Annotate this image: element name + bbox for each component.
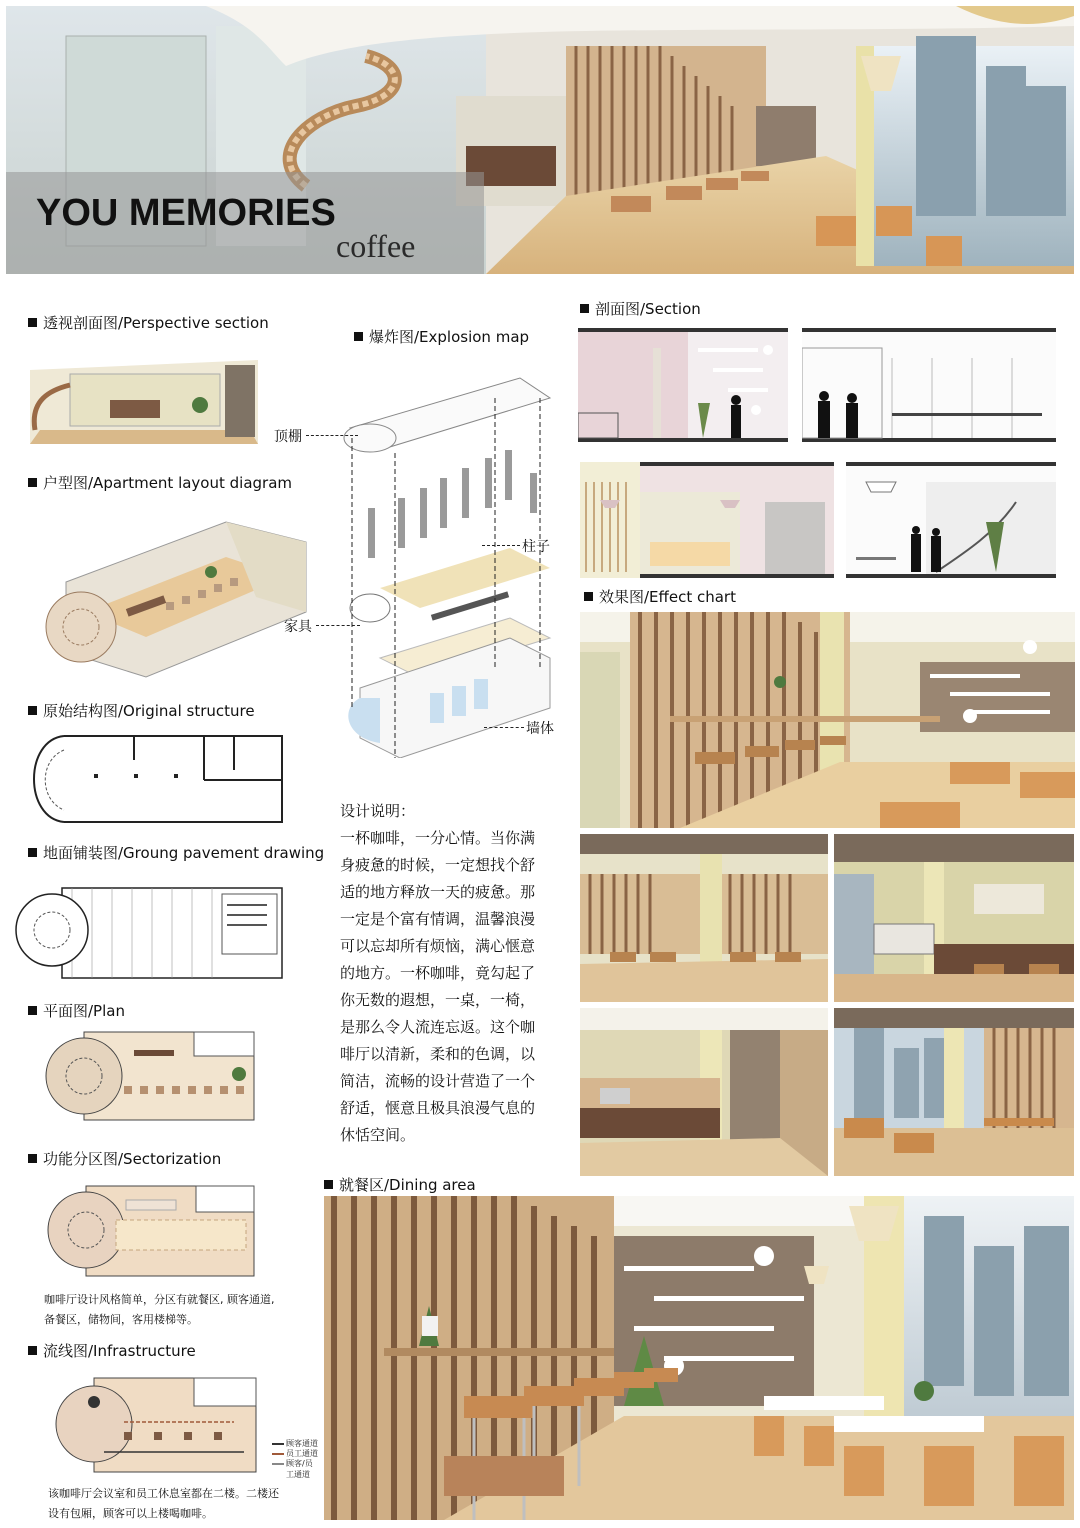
section-image-2 xyxy=(802,328,1056,442)
design-line: 是那么令人流连忘返。这个咖 xyxy=(340,1018,536,1036)
dining-area-image xyxy=(324,1196,1074,1520)
design-line: 简洁，流畅的设计营造了一个 xyxy=(340,1072,536,1090)
effect-image-2 xyxy=(580,834,828,1002)
infrastructure-note-line: 该咖啡厅会议室和员工休息室都在二楼。二楼还 xyxy=(48,1487,279,1500)
callout-walls: 墙体 xyxy=(526,721,554,737)
sectorization-image xyxy=(46,1180,256,1278)
callout-furniture: 家具 xyxy=(284,619,312,635)
infrastructure-note-line: 设有包厢，顾客可以上楼喝咖啡。 xyxy=(48,1507,213,1520)
original-structure-image xyxy=(24,730,286,826)
effect-image-3 xyxy=(834,834,1074,1002)
apartment-layout-image xyxy=(26,502,310,682)
design-heading: 设计说明： xyxy=(340,802,416,820)
section-image-3 xyxy=(580,462,834,578)
legend-swatch xyxy=(272,1463,284,1465)
legend-swatch xyxy=(272,1443,284,1445)
callout-furniture-leader xyxy=(316,625,360,626)
original-structure-title: 原始结构图/Original structure xyxy=(28,700,255,721)
design-line: 舒适，惬意且极具浪漫气息的 xyxy=(340,1099,536,1117)
section-image-1 xyxy=(578,328,788,442)
sectorization-note-line: 备餐区，储物间，客用楼梯等。 xyxy=(44,1313,198,1326)
sectorization-note-line: 咖啡厅设计风格简单，分区有就餐区, 顾客通道, xyxy=(44,1293,275,1306)
plan-title: 平面图/Plan xyxy=(28,1000,125,1021)
callout-columns: 柱子 xyxy=(522,539,550,555)
sectorization-note xyxy=(44,1290,314,1330)
design-line: 一定是个富有情调，温馨浪漫 xyxy=(340,910,536,928)
callout-ceiling-leader xyxy=(306,435,358,436)
explosion-map-image xyxy=(340,368,560,758)
pavement-image xyxy=(12,874,284,980)
pavement-title: 地面铺装图/Groung pavement drawing xyxy=(28,842,324,863)
apartment-layout-title: 户型图/Apartment layout diagram xyxy=(28,472,292,493)
infrastructure-title: 流线图/Infrastructure xyxy=(28,1340,196,1361)
perspective-section-title: 透视剖面图/Perspective section xyxy=(28,312,269,333)
design-line: 可以忘却所有烦恼，满心惬意 xyxy=(340,937,536,955)
effect-chart-title: 效果图/Effect chart xyxy=(584,586,736,607)
explosion-map-title: 爆炸图/Explosion map xyxy=(354,326,529,347)
design-description xyxy=(340,798,560,1149)
design-line: 适的地方释放一天的疲惫。那 xyxy=(340,883,536,901)
perspective-section-image xyxy=(30,360,258,444)
design-line: 啡厅以清新，柔和的色调，以 xyxy=(340,1045,536,1063)
brand-subtitle: coffee xyxy=(336,228,416,264)
legend-shared-path-cont: 工通道 xyxy=(286,1470,310,1479)
effect-image-5 xyxy=(834,1008,1074,1176)
sectorization-title: 功能分区图/Sectorization xyxy=(28,1148,221,1169)
design-line: 你无数的遐想，一桌，一椅， xyxy=(340,991,536,1009)
effect-image-main xyxy=(580,612,1075,828)
section-image-4 xyxy=(846,462,1056,578)
infrastructure-image xyxy=(54,1372,258,1476)
legend-swatch xyxy=(272,1453,284,1455)
callout-ceiling: 顶棚 xyxy=(274,429,302,445)
design-line: 身疲惫的时候，一定想找个舒 xyxy=(340,856,536,874)
plan-image xyxy=(44,1026,258,1122)
legend-staff-path: 员工通道 xyxy=(286,1449,318,1458)
dining-area-title: 就餐区/Dining area xyxy=(324,1174,476,1195)
design-line: 的地方。一杯咖啡，竟勾起了 xyxy=(340,964,536,982)
section-title: 剖面图/Section xyxy=(580,298,701,319)
legend-customer-path: 顾客通道 xyxy=(286,1439,318,1448)
design-line: 一杯咖啡，一分心情。当你满 xyxy=(340,829,536,847)
brand-title: YOU MEMORIES xyxy=(36,192,336,234)
effect-image-4 xyxy=(580,1008,828,1176)
callout-columns-leader xyxy=(482,545,520,546)
design-line: 休恬空间。 xyxy=(340,1126,416,1144)
callout-walls-leader xyxy=(484,727,524,728)
legend-shared-path: 顾客/员 xyxy=(286,1459,313,1468)
infrastructure-note xyxy=(48,1484,318,1524)
